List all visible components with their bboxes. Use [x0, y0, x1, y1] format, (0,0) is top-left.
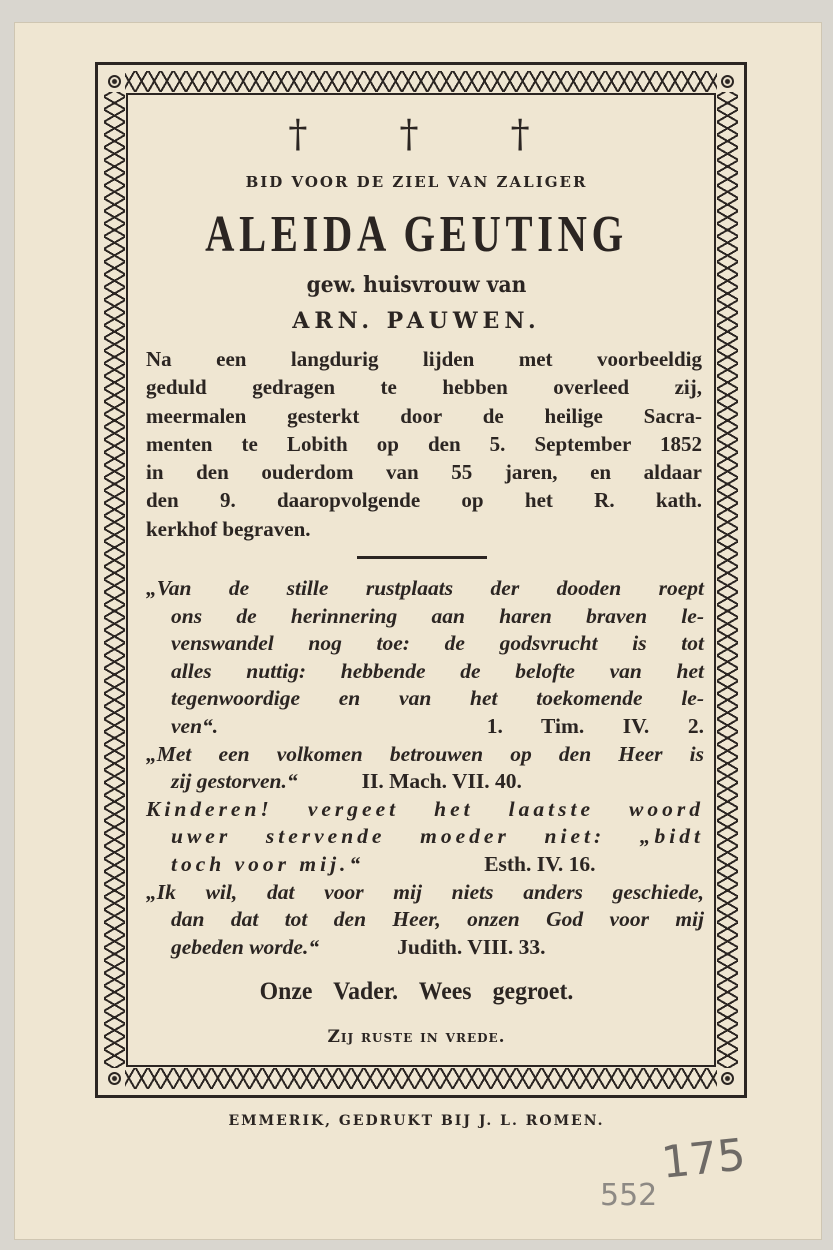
rest-in-peace: Zij ruste in vrede.: [327, 1027, 506, 1047]
quote-line: zij gestorven.“: [171, 769, 298, 794]
corner-rosette-icon: [717, 71, 738, 92]
biography-line: geduld gedragen te hebben overleed zij,: [146, 375, 702, 400]
quote-line: ons de herinnering aan haren braven le-: [171, 603, 704, 628]
quote-line: uwer stervende moeder niet: „bidt: [171, 824, 704, 849]
quote-line: tegenwoordige en van het toekomende le-: [171, 686, 704, 711]
corner-rosette-icon: [104, 1068, 125, 1089]
ornamental-border-top: [104, 71, 738, 92]
biography-line: meermalen gesterkt door de heilige Sacra-: [146, 403, 702, 428]
quote-line: dan dat tot den Heer, onzen God voor mij: [171, 907, 704, 932]
corner-rosette-icon: [104, 71, 125, 92]
scripture-reference: Esth. IV. 16.: [484, 851, 596, 876]
quote-line: toch voor mij.“: [171, 851, 365, 876]
quote-line-with-ref: [146, 851, 704, 879]
quote-line-with-ref: [146, 934, 704, 962]
quote-line: ven“.: [171, 713, 219, 738]
scripture-reference: 1. Tim. IV. 2.: [486, 713, 704, 738]
biography-line: kerkhof begraven.: [146, 516, 311, 541]
pencil-number-175: 175: [659, 1129, 748, 1189]
scripture-quotes: [146, 575, 704, 961]
pencil-number-552: 552: [600, 1178, 658, 1213]
relation-line: gew. huisvrouw van: [306, 272, 527, 298]
biography-line: in den ouderdom van 55 jaren, en aldaar: [146, 460, 702, 485]
corner-rosette-icon: [717, 1068, 738, 1089]
biography-line: den 9. daaropvolgende op het R. kath.: [146, 488, 702, 513]
quote-line: „Met een volkomen betrouwen op den Heer is: [146, 741, 704, 766]
quote-line: „Ik wil, dat voor mij niets anders geschiede,: [146, 879, 704, 904]
scripture-reference: Judith. VIII. 33.: [397, 934, 546, 959]
scripture-reference: II. Mach. VII. 40.: [361, 769, 522, 794]
crosses-icon: † † †: [288, 112, 570, 156]
biography: [146, 345, 702, 543]
quote-line-with-ref: [146, 713, 704, 741]
prayer-line: Onze Vader. Wees gegroet.: [259, 978, 574, 1005]
quote-line: venswandel nog toe: de godsvrucht is tot: [171, 631, 704, 656]
ornamental-border-bottom: [104, 1068, 738, 1089]
intro-line: BID VOOR DE ZIEL VAN ZALIGER: [245, 173, 588, 191]
husband-name: ARN. PAUWEN.: [292, 308, 541, 334]
deceased-name: ALEIDA GEUTING: [205, 206, 628, 263]
biography-line: Na een langdurig lijden met voorbeeldig: [146, 347, 702, 371]
quote-line: Kinderen! vergeet het laatste woord: [146, 796, 704, 821]
divider: [357, 556, 487, 559]
printer-imprint: EMMERIK, GEDRUKT BIJ J. L. ROMEN.: [228, 1113, 605, 1129]
biography-line: menten te Lobith op den 5. September 1852: [146, 431, 702, 456]
quote-line-with-ref: [146, 768, 704, 796]
pencil-annotation: [600, 1125, 750, 1215]
quote-line: gebeden worde.“: [171, 934, 320, 959]
quote-line: „Van de stille rustplaats der dooden roept: [146, 576, 704, 600]
quote-line: alles nuttig: hebbende de belofte van het: [171, 658, 704, 683]
